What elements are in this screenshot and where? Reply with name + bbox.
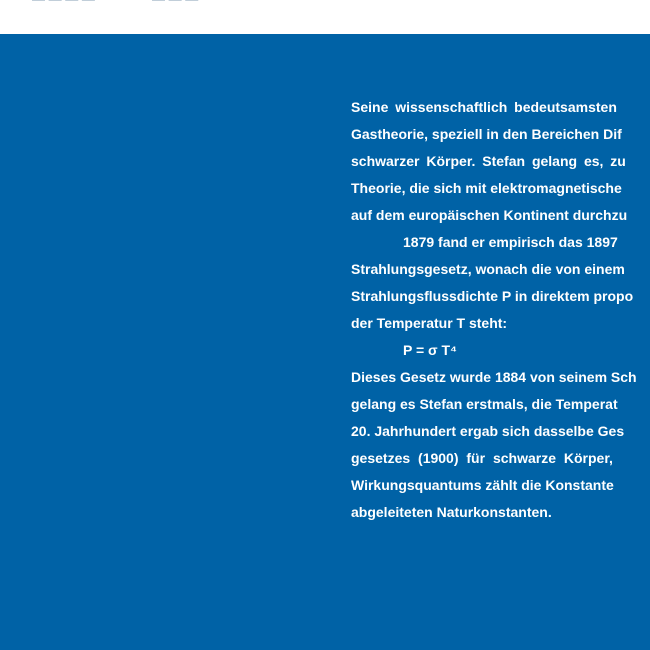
text-line: Dieses Gesetz wurde 1884 von seinem Sch [351,369,637,385]
text-line: Gastheorie, speziell in den Bereichen Dif [351,126,622,142]
text-line: Wirkungsquantums zählt die Konstante [351,477,614,493]
text-line: auf dem europäischen Kontinent durchzu [351,207,628,223]
text-line: gelang es Stefan erstmals, die Temperat [351,396,618,412]
top-white-band [0,0,650,34]
text-line: 20. Jahrhundert ergab sich dasselbe Ges [351,423,625,439]
text-line: Seine wissenschaftlich bedeutsamsten [351,99,617,115]
text-line: abgeleiteten Naturkonstanten. [351,504,552,520]
text-line: gesetzes (1900) für schwarze Körper, [351,450,613,466]
text-line: Strahlungsgesetz, wonach die von einem [351,261,625,277]
blue-text-panel [0,34,650,650]
text-line: schwarzer Körper. Stefan gelang es, zu [351,153,626,169]
text-line: Strahlungsflussdichte P in direktem propo [351,288,634,304]
text-line: 1879 fand er empirisch das 1897 [403,234,618,250]
formula-line: P = σ T⁴ [403,342,457,358]
text-line: Theorie, die sich mit elektromagnetische [351,180,622,196]
header-text-fragment [32,0,122,6]
text-line: der Temperatur T steht: [351,315,508,331]
header-text-fragment [152,0,242,6]
